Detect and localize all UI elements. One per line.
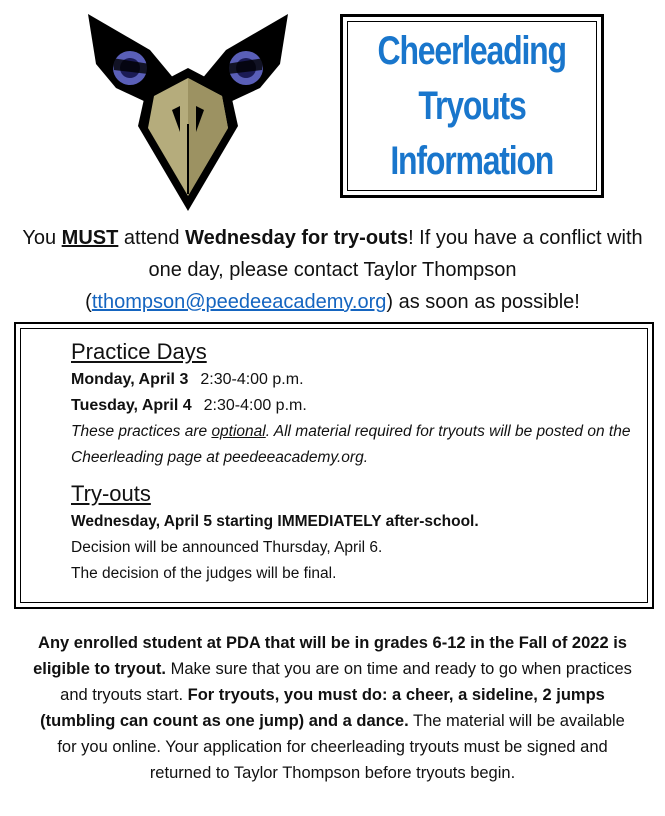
email-link[interactable]: tthompson@peedeeacademy.org xyxy=(91,291,387,313)
tryouts-when: Wednesday, April 5 starting IMMEDIATELY after-school. xyxy=(71,513,479,530)
intro-paragraph xyxy=(20,222,645,318)
title-box xyxy=(340,14,604,198)
practice-day: Monday, April 3 xyxy=(71,371,189,388)
tryouts-heading: Try-outs xyxy=(71,481,151,506)
intro-wednesday: Wednesday for try-outs xyxy=(185,227,409,249)
intro-text: You xyxy=(22,227,62,249)
intro-must: MUST xyxy=(61,227,119,249)
eligibility-bold: Any enrolled student at PDA that will be in grades 6-12 in the Fall of 2022 is eligible to tryout. xyxy=(33,634,627,678)
practice-row xyxy=(71,393,647,419)
schedule-box xyxy=(14,322,654,609)
note-text: . All material required for tryouts will be posted on the Cheerleading page at peedeeacademy.org. xyxy=(71,423,631,466)
eagle-head-icon xyxy=(88,6,288,211)
intro-text: attend xyxy=(118,227,186,249)
eligibility-paragraph xyxy=(30,630,635,786)
tryouts-announce: Decision will be announced Thursday, April 6. xyxy=(71,539,383,556)
practice-day: Tuesday, April 4 xyxy=(71,397,192,414)
requirements-bold: For tryouts, you must do: a cheer, a sideline, 2 jumps (tumbling can count as one jump) and a dance. xyxy=(40,686,605,730)
title-line-1: Cheerleading xyxy=(377,28,567,73)
note-optional: optional xyxy=(211,423,266,440)
note-text: These practices are xyxy=(71,423,212,440)
intro-text: ! If you have a conflict with one day, please contact Taylor Thompson ( xyxy=(85,227,643,313)
title-line-3: Information xyxy=(390,138,554,183)
practice-row xyxy=(71,367,647,393)
practice-note xyxy=(71,419,647,471)
practice-heading: Practice Days xyxy=(71,339,207,364)
intro-text: ) as soon as possible! xyxy=(386,291,580,313)
practice-time: 2:30-4:00 p.m. xyxy=(203,397,307,414)
eligibility-text: The material will be available for you online. Your application for cheerleading tryouts must be signed and returned to Taylor Thompson before tryouts begin. xyxy=(57,712,625,782)
practice-time: 2:30-4:00 p.m. xyxy=(200,371,304,388)
title-line-2: Tryouts xyxy=(418,83,526,128)
tryouts-final: The decision of the judges will be final. xyxy=(71,565,337,582)
eligibility-text: Make sure that you are on time and ready to go when practices and tryouts start. xyxy=(60,660,632,704)
